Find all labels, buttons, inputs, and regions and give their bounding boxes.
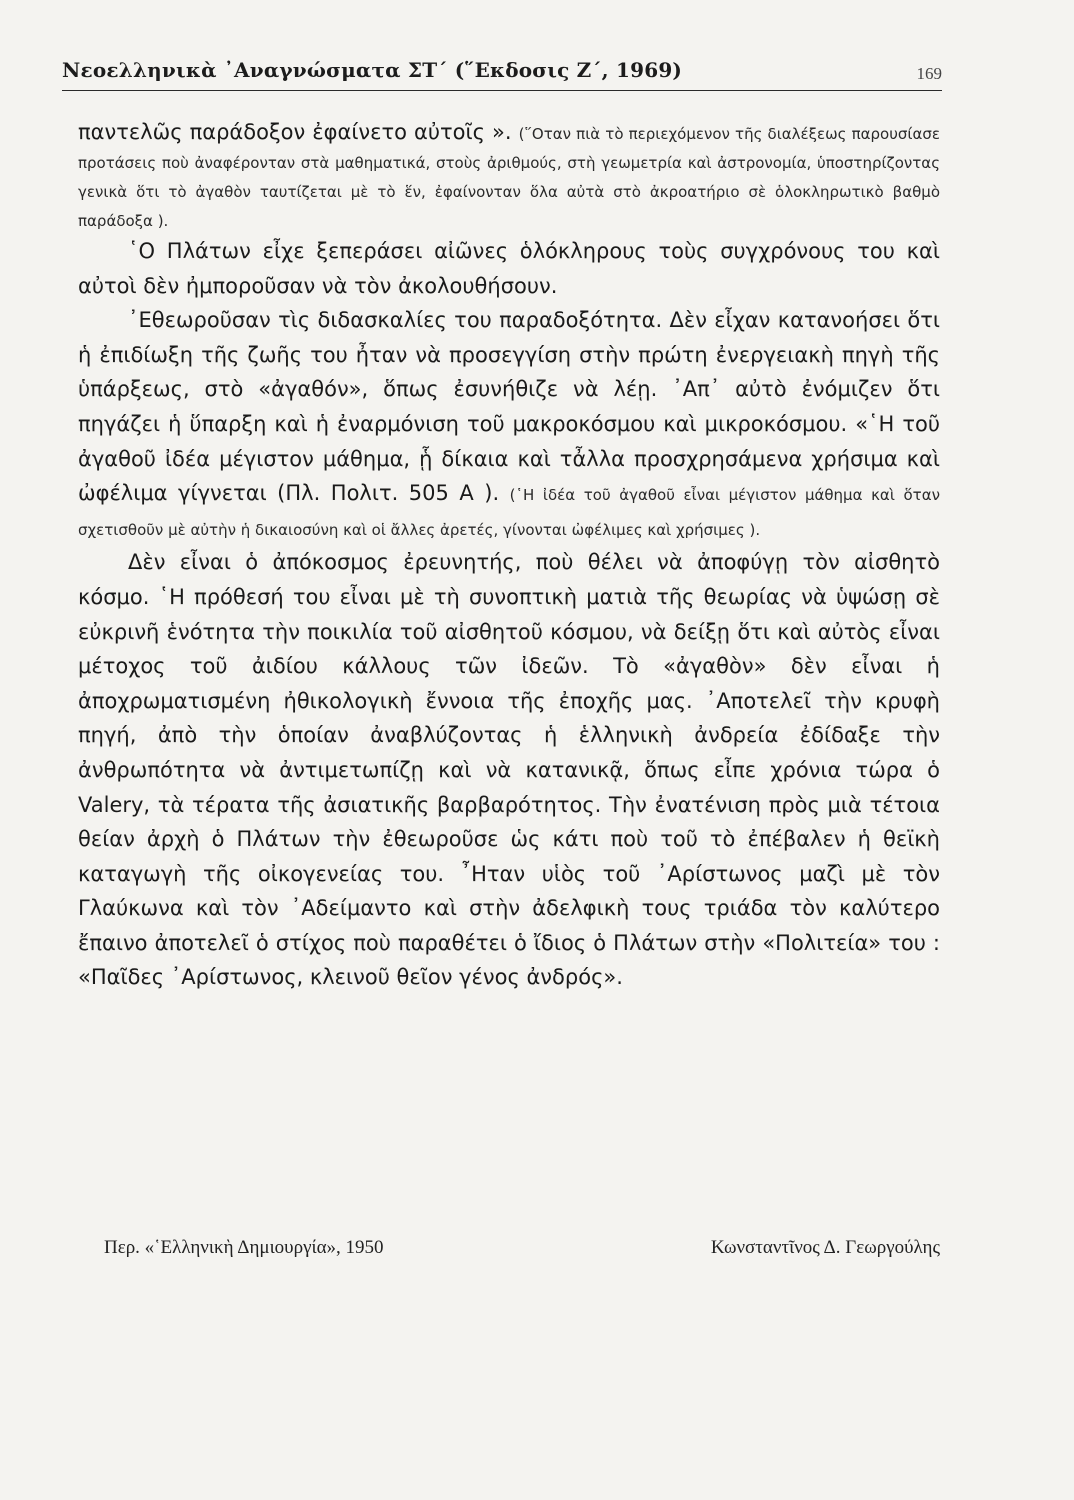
paragraph-3 bbox=[78, 303, 940, 545]
paragraph-4: Δὲν εἶναι ὁ ἀπόκοσμος ἐρευνητής, ποὺ θέλει νὰ ἀποφύγῃ τὸν αἰσθητὸ κόσμο. ῾Η πρόθεσή του εἶναι μὲ τὴ συνοπτικὴ ματιὰ τῆς θεωρίας νὰ ὑψώσῃ σὲ εὐκρινῆ ἑνότητα τὴν ποικιλία τοῦ αἰσθητοῦ κόσμου, νὰ δείξῃ ὅτι καὶ αὐτὸς εἶναι μέτοχος τοῦ ἀιδίου κάλλους τῶν ἰδεῶν. Τὸ «ἀγαθὸν» δὲν εἶναι ἡ ἀποχρωματισμένη ἠθικολογικὴ ἔννοια τῆς ἐποχῆς μας. ᾿Αποτελεῖ τὴν κρυφὴ πηγή, ἀπὸ τὴν ὁποίαν ἀναβλύζοντας ἡ ἑλληνικὴ ἀνδρεία ἐδίδαξε τὴν ἀνθρωπότητα νὰ ἀντιμετωπίζῃ καὶ νὰ κατανικᾷ, ὅπως εἶπε χρόνια τώρα ὁ Valery, τὰ τέρατα τῆς ἀσιατικῆς βαρβαρότητος. Τὴν ἐνατένιση πρὸς μιὰ τέτοια θείαν ἀρχὴ ὁ Πλάτων τὴν ἐθεωροῦσε ὡς κάτι ποὺ τοῦ τὸ ἐπέβαλεν ἡ θεϊκὴ καταγωγὴ τῆς οἰκογενείας του. ῏Ηταν υἱὸς τοῦ ᾿Αρίστωνος μαζὶ μὲ τὸν Γλαύκωνα καὶ τὸν ᾿Αδείμαντο καὶ στὴν ἀδελφικὴ τους τριάδα τὸν καλύτερο ἔπαινο ἀποτελεῖ ὁ στίχος ποὺ παραθέτει ὁ ἴδιος ὁ Πλάτων στὴν «Πολιτεία» του : «Παῖδες ᾿Αρίστωνος, κλεινοῦ θεῖον γένος ἀνδρός». bbox=[78, 550, 940, 990]
citation-line bbox=[104, 1237, 940, 1267]
paragraph-1-note: (῞Οταν πιὰ τὸ περιεχόμενον τῆς διαλέξεως παρουσίασε προτάσεις ποὺ ἀναφέρονταν στὰ μαθηματικά, στοὺς ἀριθμούς, στὴ γεωμετρία καὶ ἀστρονομία, ὑποστηρίζοντας γενικὰ ὅτι τὸ ἀγαθὸν ταυτίζεται μὲ τὸ ἕν, ἐφαίνονταν ὅλα αὐτὰ στὸ ἀκροατήριο σὲ ὁλοκληρωτικὸ βαθμὸ παράδοξα ). bbox=[78, 125, 941, 230]
running-head bbox=[62, 50, 942, 91]
source-citation: Περ. «῾Ελληνικὴ Δημιουργία», 1950 bbox=[104, 1237, 384, 1258]
author-name: Κωνσταντῖνος Δ. Γεωργούλης bbox=[710, 1237, 940, 1258]
paragraph-3-text: ᾿Εθεωροῦσαν τὶς διδασκαλίες του παραδοξότητα. Δὲν εἶχαν κατανοήσει ὅτι ἡ ἐπιδίωξη τῆς ζωῆς του ἦταν νὰ προσεγγίση στὴν πρώτη ἐνεργειακὴ πηγὴ τῆς ὑπάρξεως, στὸ «ἀγαθόν», ὅπως ἐσυνήθιζε νὰ λέῃ. ᾿Απ᾿ αὐτὸ ἐνόμιζεν ὅτι πηγάζει ἡ ὕπαρξη καὶ ἡ ἐναρμόνιση τοῦ μακροκόσμου καὶ μικροκόσμου. «῾Η τοῦ ἀγαθοῦ ἰδέα μέγιστον μάθημα, ᾗ δίκαια καὶ τἆλλα προσχρησάμενα χρήσιμα καὶ ὠφέλιμα γίγνεται (Πλ. Πολιτ. 505 Α ). bbox=[78, 308, 940, 506]
book-title: Νεοελληνικὰ ᾿Αναγνώσματα ΣΤ΄ (῞Εκδοσις Ζ΄, 1969) bbox=[62, 58, 683, 82]
paragraph-1-lead: παντελῶς παράδοξον ἐφαίνετο αὐτοῖς ». bbox=[78, 120, 519, 144]
page-number: 169 bbox=[916, 64, 942, 83]
paragraph-2: ῾Ο Πλάτων εἶχε ξεπεράσει αἰῶνες ὁλόκληρους τοὺς συγχρόνους του καὶ αὐτοὶ δὲν ἠμποροῦσαν νὰ τὸν ἀκολουθήσουν. bbox=[78, 239, 940, 298]
paragraph-1 bbox=[78, 118, 940, 234]
paragraph-3-note: (῾Η ἰδέα τοῦ ἀγαθοῦ εἶναι μέγιστον μάθημα καὶ ὅταν σχετισθοῦν μὲ αὐτὴν ἡ δικαιοσύνη καὶ οἱ ἄλλες ἀρετές, γίνονται ὠφέλιμες καὶ χρήσιμες ). bbox=[78, 486, 940, 539]
article-body bbox=[78, 118, 940, 995]
